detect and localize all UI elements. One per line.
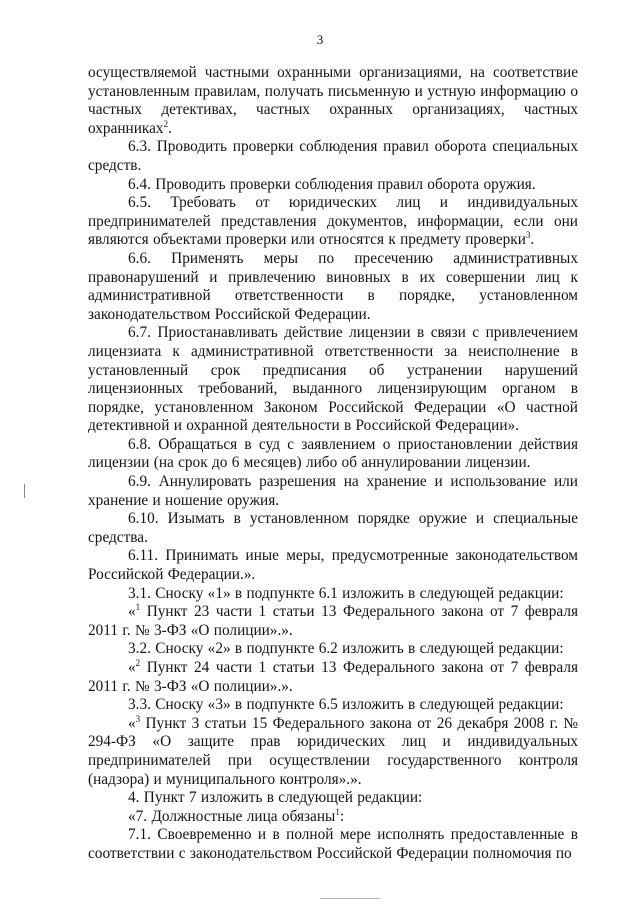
paragraph — [88, 138, 578, 175]
footnote-marker: 1 — [135, 602, 141, 613]
paragraph-text: 4. Пункт 7 изложить в следующей редакции: — [128, 789, 423, 807]
paragraph — [88, 547, 578, 584]
paragraph — [88, 603, 578, 640]
paragraph-tail: : — [339, 807, 345, 825]
paragraph — [88, 585, 578, 604]
footnote-marker: 2 — [163, 118, 169, 129]
paragraph-text: 6.6. Применять меры по пресечению административных правонарушений и привлечению виновных в их совершении лиц к административной ответственности в порядке, установленном законодательством Российской Федерации. — [88, 249, 578, 323]
open-quote: « — [128, 714, 136, 732]
paragraph-text: 6.3. Проводить проверки соблюдения правил оборота специальных средств. — [88, 138, 578, 174]
footnote-marker: 1 — [335, 806, 340, 817]
paragraph-text: осуществляемой частными охранными организациями, на соответствие установленным правилам, получать письменную и устную информацию о частных детективах, частных охранных организациях, частных охранниках — [88, 64, 578, 137]
footnote-marker: 3 — [135, 713, 141, 724]
open-quote: « — [128, 659, 136, 676]
paragraph-text: 3.1. Сноску «1» в подпункте 6.1 изложить в следующей редакции: — [128, 584, 564, 602]
paragraph — [88, 194, 578, 250]
paragraph — [88, 324, 578, 436]
paragraph-text: «7. Должностные лица обязаны — [128, 807, 336, 825]
document-body — [88, 64, 578, 864]
paragraph-text: 6.7. Приостанавливать действие лицензии в связи с привлечением лицензиата к административной ответственности за неисполнение в установленный срок предписания об устранении нарушений лицензионных требований, выданного лицензирующим органом в порядке, установленном Законом Российской Федерации «О частной детективной и охранной деятельности в Российской Федерации». — [88, 324, 578, 435]
paragraph-text: 7.1. Своевременно и в полной мере исполнять предоставленные в соответствии с законодательством Российской Федерации полномочия по — [88, 826, 578, 862]
paragraph — [88, 659, 578, 696]
paragraph — [88, 640, 578, 659]
paragraph — [88, 176, 578, 195]
paragraph-text: 6.11. Принимать иные меры, предусмотренные законодательством Российской Федерации.». — [88, 547, 578, 584]
bottom-mark — [320, 898, 380, 899]
paragraph-text: 6.5. Требовать от юридических лиц и индивидуальных предпринимателей представления документов, информации, если они являются объектами проверки или относятся к предмету проверки — [88, 194, 578, 249]
paragraph — [88, 250, 578, 324]
paragraph-text: 6.10. Изымать в установленном порядке оружие и специальные средства. — [88, 510, 578, 546]
paragraph-text: 3.3. Сноску «3» в подпункте 6.5 изложить в следующей редакции: — [128, 696, 564, 714]
paragraph — [88, 436, 578, 473]
paragraph-text: Пункт 3 статьи 15 Федерального закона от 26 декабря 2008 г. № 294-ФЗ «О защите прав юридических лиц и индивидуальных предпринимателей при осуществлении государственного контроля (надзора) и муниципального контроля».». — [88, 714, 578, 788]
footnote-marker: 2 — [135, 657, 141, 668]
open-quote: « — [128, 603, 136, 621]
margin-mark — [24, 484, 25, 498]
paragraph — [88, 473, 578, 510]
page-number: 3 — [316, 32, 324, 47]
paragraph-text: 3.2. Сноску «2» в подпункте 6.2 изложить в следующей редакции: — [128, 640, 564, 658]
paragraph-tail: . — [168, 119, 172, 137]
paragraph-text: 6.9. Аннулировать разрешения на хранение и использование или хранение и ношение оружия. — [88, 473, 578, 509]
paragraph — [88, 696, 578, 715]
paragraph-tail: . — [530, 231, 535, 249]
paragraph-text: Пункт 24 части 1 статьи 13 Федерального закона от 7 февраля 2011 г. № 3-ФЗ «О полиции».». — [88, 659, 578, 695]
paragraph — [88, 64, 578, 138]
paragraph-text: 6.4. Проводить проверки соблюдения правил оборота оружия. — [128, 175, 536, 193]
footnote-marker: 3 — [525, 230, 531, 241]
paragraph-text: Пункт 23 части 1 статьи 13 Федерального закона от 7 февраля 2011 г. № 3-ФЗ «О полиции».». — [88, 603, 578, 639]
paragraph — [88, 715, 578, 789]
paragraph — [88, 789, 578, 808]
paragraph-text: 6.8. Обращаться в суд с заявлением о приостановлении действия лицензии (на срок до 6 месяцев) либо об аннулировании лицензии. — [88, 435, 578, 472]
paragraph — [88, 826, 578, 863]
paragraph — [88, 808, 578, 827]
paragraph — [88, 510, 578, 547]
